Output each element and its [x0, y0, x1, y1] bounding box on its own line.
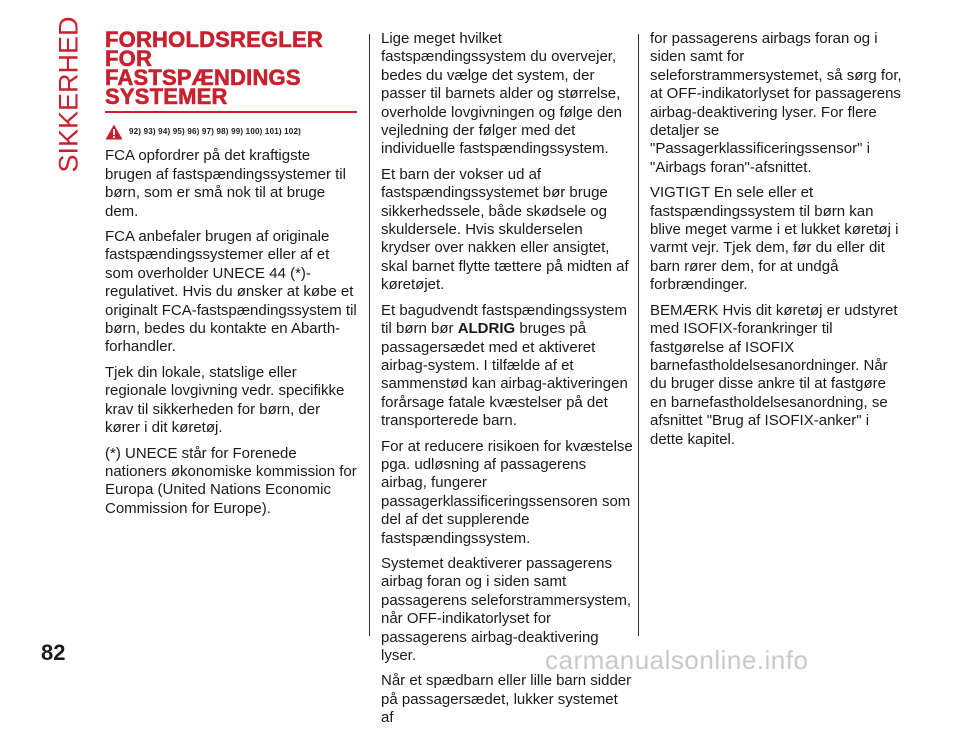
col2-p3-before: Et bagudvendt fastspændingssystem til børn bør: [381, 301, 627, 338]
heading-line-4: SYSTEMER: [105, 84, 228, 109]
warning-triangle-icon: [105, 124, 123, 140]
heading-line-3: FASTSPÆNDINGS: [105, 65, 301, 90]
col3-paragraph-3: BEMÆRK Hvis dit køretøj er udstyret med ISOFIX-forankringer til fastgørelse af ISOFIX barnefastholdelsesanordninger. Når du bruger disse ankre til at fastgøre en barnefastholdelsesanordning, se afsnittet "Brug af ISOFIX-anker" i dette kapitel.: [650, 301, 898, 448]
page-number: 82: [41, 640, 66, 665]
col2-paragraph-3: [381, 302, 633, 431]
col2-paragraph-2: Et barn der vokser ud af fastspændingssystemet bør bruge sikkerhedssele, både skødsele og skuldersele. Hvis skulderselen krydser over nakken eller ansigtet, skal barnet flytte tættere på midten af køretøjet.: [381, 165, 629, 294]
section-tab-label: SIKKERHED: [53, 15, 84, 173]
heading-line-2: FOR: [105, 46, 153, 71]
col3-paragraph-2: VIGTIGT En sele eller et fastspændingssystem til børn kan blive meget varme i et lukket køretøj i varmt vejr. Tjek dem, før du eller dit barn rører dem, for at undgå forbrændinger.: [650, 184, 899, 294]
column-divider-1: [369, 34, 370, 636]
col2-paragraph-1: Lige meget hvilket fastspændingssystem du overvejer, bedes du vælge det system, der passer til barnets alder og størrelse, overholde lovgivningen og følge den vejledning der følger med det individuelle fastspændingssystem.: [381, 30, 623, 158]
col2-paragraph-5: Systemet deaktiverer passagerens airbag foran og i siden samt passagerens seleforstrammersystem, når OFF-indikatorlyset for passagerens airbag-deaktivering lyser.: [381, 554, 632, 664]
col1-paragraph-4: (*) UNECE står for Forenede nationers økonomiske kommission for Europa (United Nations Economic Commission for Europe).: [105, 444, 357, 517]
heading-rule: [105, 111, 357, 113]
column-1: [105, 27, 357, 525]
column-3: [650, 30, 902, 456]
col2-paragraph-4: For at reducere risikoen for kvæstelse pga. udløsning af passagerens airbag, fungerer passagerklassificeringssensoren som del af det supplerende fastspændingssystem.: [381, 437, 633, 547]
col1-paragraph-3: Tjek din lokale, statslige eller regionale lovgivning vedr. specifikke krav til sikkerheden for børn, der kører i dit køretøj.: [105, 363, 345, 437]
col2-paragraph-6: Når et spædbarn eller lille barn sidder på passagersædet, lukker systemet af: [381, 672, 632, 727]
section-side-tab: [52, 15, 86, 173]
col2-p3-after: bruges på passagersædet med et aktiveret airbag-system. I tilfælde af et sammenstød kan airbag-aktiveringen forårsage fatale kvæstelser på det transporterede barn.: [381, 320, 628, 430]
warning-reference-row: [105, 123, 357, 141]
watermark: carmanualsonline.info: [545, 645, 809, 675]
heading-line-1: FORHOLDSREGLER: [105, 27, 323, 52]
section-heading: [105, 27, 357, 109]
column-divider-2: [638, 34, 639, 636]
col1-paragraph-1: FCA opfordrer på det kraftigste brugen af fastspændingssystemer til børn, som er små nok til at bruge dem.: [105, 147, 346, 220]
col1-paragraph-2: FCA anbefaler brugen af originale fastspændingssystemer eller af et som overholder UNECE 44 (*)-regulativet. Hvis du ønsker at købe et originalt FCA-fastspændingssystem til børn, bedes du kontakte en Abarth-forhandler.: [105, 228, 357, 356]
col3-paragraph-1: for passagerens airbags foran og i siden samt for seleforstrammersystemet, så sørg for, at OFF-indikatorlyset for passagerens airbag-deaktivering lyser. For flere detaljer se "Passagerklassificeringssensor" i "Airbags foran"-afsnittet.: [650, 30, 902, 176]
column-2: [381, 30, 633, 735]
warning-references: 92) 93) 94) 95) 96) 97) 98) 99) 100) 101) 102): [129, 127, 301, 136]
never-emphasis: ALDRIG: [457, 320, 516, 338]
